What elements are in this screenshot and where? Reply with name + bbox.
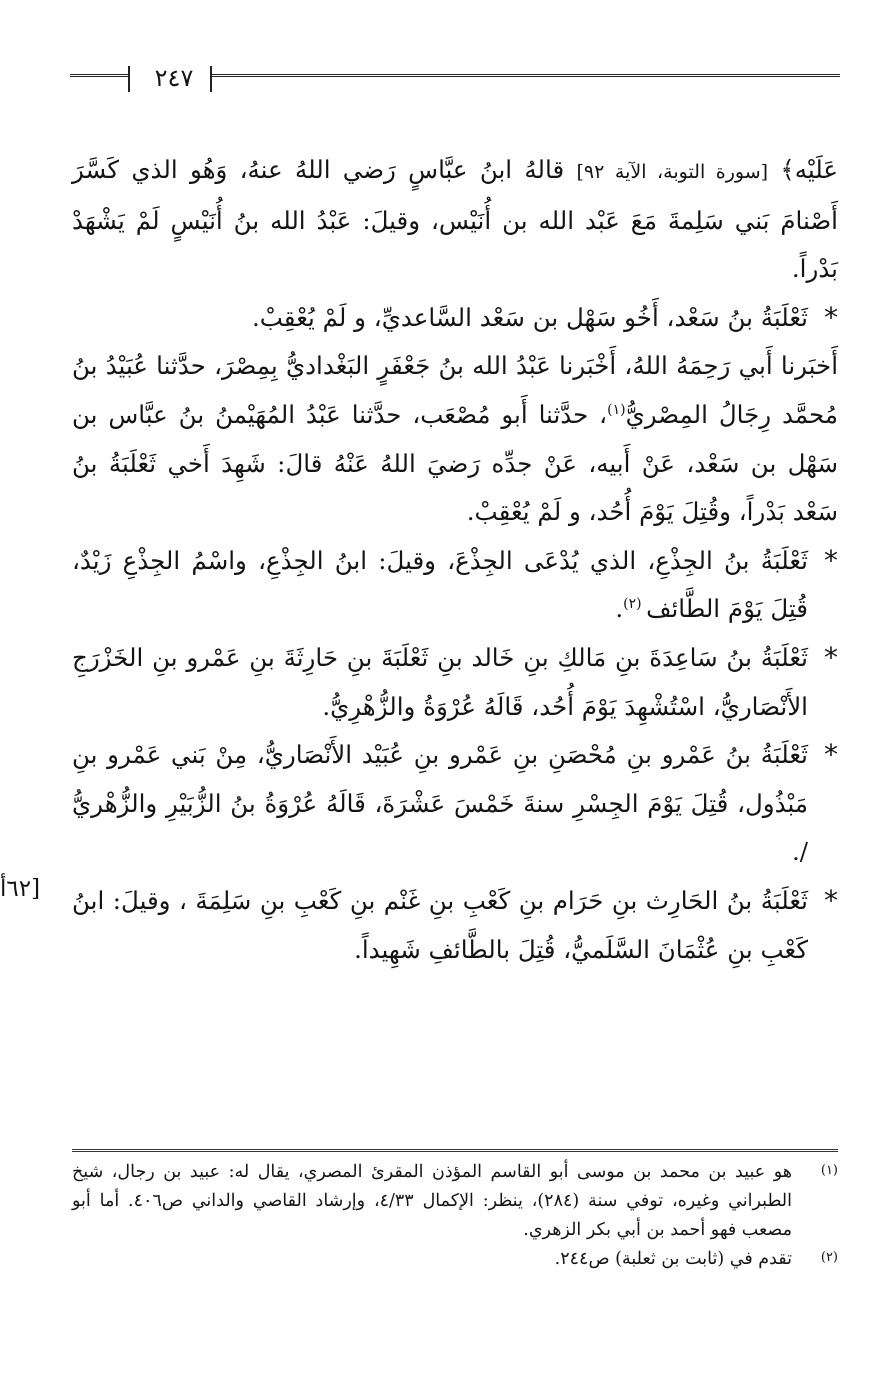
main-text bbox=[72, 146, 838, 974]
paragraph bbox=[72, 146, 838, 294]
biography-entry bbox=[72, 634, 838, 731]
biography-entry bbox=[72, 731, 838, 877]
footnote-text: هو عبيد بن محمد بن موسى أبو القاسم المؤذن المقرئ المصري، يقال له: عبيد بن رجال، شيخ الطبراني وغيره، توفي سنة (٢٨٤)، ينظر: الإكمال ٤/٣٣، وإرشاد القاصي والداني ص٤٠٦. أما أبو مصعب فهو أحمد بن أبي بكر الزهري. bbox=[72, 1162, 792, 1240]
text-run: أَخبَرنا أَبي رَحِمَهُ اللهُ، أَخْبَرنا عَبْدُ الله بنُ جَعْفَرٍ البَغْداديُّ بِمِصْرَ، حدَّثنا عُبَيْدُ بنُ مُحمَّد رِجَالُ المِصْريُّ bbox=[72, 351, 838, 429]
footnote-separator bbox=[72, 1149, 838, 1152]
entry-text: ثَعْلَبَةُ بنُ سَعْد، أَخُو سَهْل بن سَعْد السَّاعديِّ، و لَمْ يُعْقِبْ. bbox=[251, 302, 808, 332]
text-run: . bbox=[615, 594, 624, 624]
footnote-number: (٢) bbox=[820, 1250, 838, 1265]
entry-marker: * bbox=[824, 640, 838, 674]
footnote-text: تقدم في (ثابت بن ثعلبة) ص٢٤٤. bbox=[554, 1249, 792, 1269]
footnote-number: (١) bbox=[820, 1163, 838, 1178]
biography-entry bbox=[72, 877, 838, 974]
header-rule-left bbox=[70, 74, 128, 77]
text-run: قالهُ ابنُ عبَّاسٍ رَضي اللهُ عنهُ، وَهُو الذي كَسَّرَ أَصْنامَ بَني سَلِمةَ مَعَ عَبْد الله بن أُنَيْس، وقيلَ: عَبْدُ الله بنُ أُنَيْسٍ لَمْ يَشْهَدْ بَدْراً. bbox=[72, 155, 838, 284]
paragraph bbox=[72, 342, 838, 536]
page-header bbox=[70, 66, 840, 94]
footnote bbox=[72, 1158, 838, 1245]
entry-marker: * bbox=[824, 883, 838, 917]
page-number: ٢٤٧ bbox=[154, 64, 194, 92]
entry-text: ثَعْلَبَةُ بنُ سَاعِدَةَ بنِ مَالكِ بنِ خَالد بنِ ثَعْلَبَةَ بنِ حَارِثَةَ بنِ عَمْرو بنِ الخَزْرَجِ الأَنْصَاريُّ، اسْتُشْهِدَ يَوْمَ أُحُد، قَالَهُ عُرْوَةُ والزُّهْرِيُّ. bbox=[72, 642, 808, 721]
text-run: عَلَيْه﴾ bbox=[768, 155, 839, 184]
header-rule-right bbox=[210, 74, 840, 77]
entry-marker: * bbox=[824, 300, 838, 334]
entry-marker: * bbox=[824, 543, 838, 577]
text-run: ، حدَّثنا أَبو مُصْعَب، حدَّثنا عَبْدُ المُهَيْمنُ بنُ عبَّاس بن سَهْل بن سَعْد، عَنْ أَبيه، عَنْ جدِّه رَضيَ اللهُ عَنْهُ قالَ: شَهِدَ أَخي ثَعْلَبَةُ بنُ سَعْد بَدْراً، وقُتِلَ يَوْمَ أُحُد، و لَمْ يُعْقِبْ. bbox=[72, 399, 838, 527]
entry-text: ثَعْلَبَةُ بنُ الجِذْعِ، الذي يُدْعَى الجِذْعَ، وقيلَ: ابنُ الجِذْعِ، واسْمُ الجِذْعِ زَيْدٌ، قُتِلَ يَوْمَ الطَّائف bbox=[72, 545, 808, 624]
footnote-ref[interactable]: (١) bbox=[607, 401, 626, 418]
biography-entry bbox=[72, 294, 838, 343]
footnote-ref[interactable]: (٢) bbox=[623, 596, 647, 613]
entry-marker: * bbox=[824, 738, 838, 772]
header-divider bbox=[128, 66, 130, 92]
footnotes bbox=[72, 1158, 838, 1274]
biography-entry bbox=[72, 537, 838, 634]
manuscript-folio-marker: [٦٢أ bbox=[0, 876, 41, 902]
quran-source-ref: [سورة التوبة، الآية ٩٢] bbox=[576, 161, 769, 183]
header-divider bbox=[210, 66, 212, 92]
entry-text: ثَعْلَبَةُ بنُ عَمْرو بنِ مُحْصَنِ بنِ عَمْرو بنِ عُبَيْد الأَنْصَاريُّ، مِنْ بَني عَمْرو بنِ مَبْذُول، قُتِلَ يَوْمَ الجِسْرِ سنةَ خَمْسَ عَشْرَةَ، قَالَهُ عُرْوَةُ بنُ الزُّبَيْرِ والزُّهْريُّ /. bbox=[72, 740, 808, 867]
entry-text: ثَعْلَبَةُ بنُ الحَارِث بنِ حَرَام بنِ كَعْبِ بنِ غَنْم بنِ كَعْبِ بنِ سَلِمَةَ ، وقيلَ: ابنُ كَعْبِ بنِ عُثْمَانَ السَّلَميُّ، قُتِلَ بالطَّائفِ شَهِيداً. bbox=[72, 885, 808, 964]
footnote bbox=[72, 1245, 838, 1274]
